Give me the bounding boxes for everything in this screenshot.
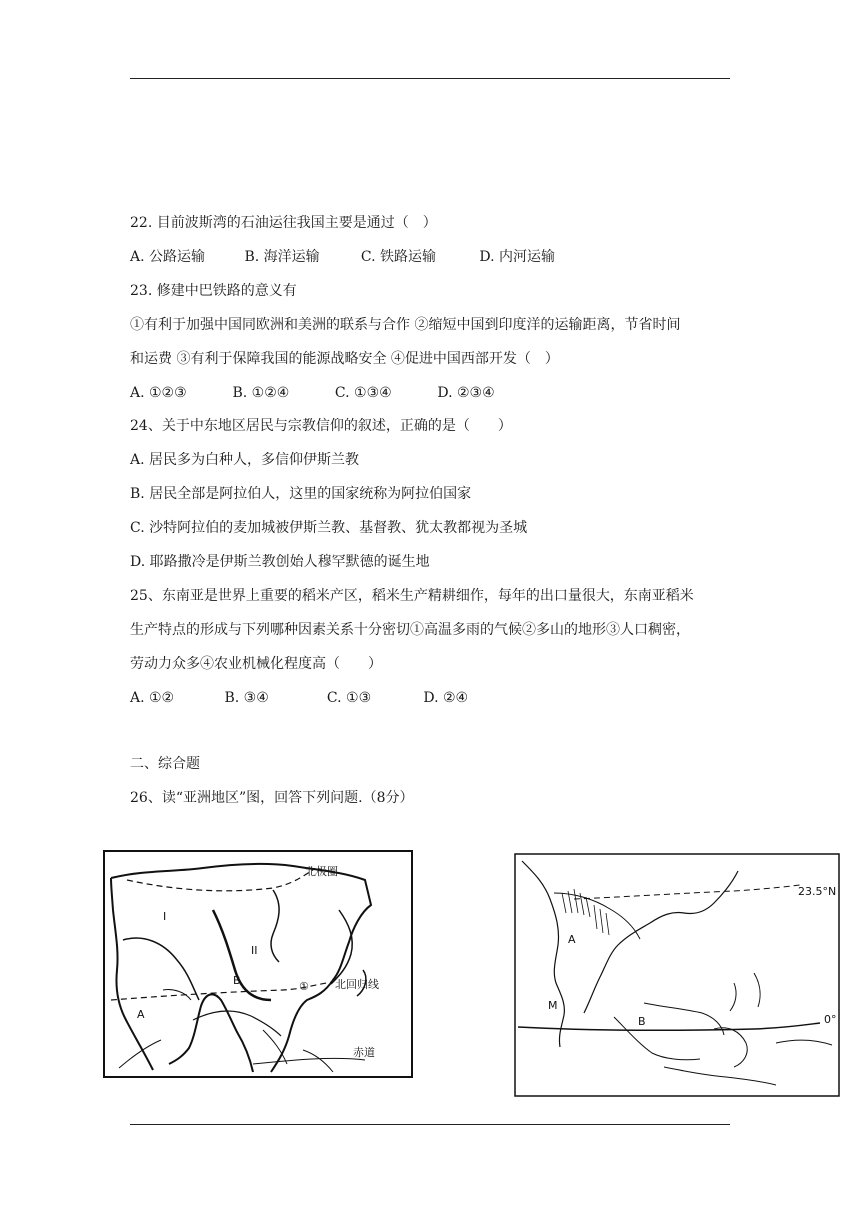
label-a: A: [568, 933, 576, 946]
label-m: M: [548, 999, 558, 1012]
lat-0-label: 0°: [824, 1013, 837, 1026]
lat-23-5-label: 23.5°N: [798, 885, 837, 898]
q24-option-c: C. 沙特阿拉伯的麦加城被伊斯兰教、基督教、犹太教都视为圣城: [130, 520, 528, 536]
equator-line: [518, 1023, 820, 1030]
equator-label: 赤道: [353, 1046, 375, 1059]
q22-option-d: D. 内河运输: [479, 249, 555, 265]
q22-options: [130, 248, 730, 266]
q22-option-a: A. 公路运输: [130, 249, 206, 265]
tropic-label: 北回归线: [335, 978, 379, 991]
q23-option-d: D. ②③④: [437, 385, 495, 401]
q24-option-d: D. 耶路撒冷是伊斯兰教创始人穆罕默德的诞生地: [130, 554, 430, 570]
equator-line: [253, 1058, 365, 1064]
asia-coastline: [111, 864, 371, 1072]
q25-option-d: D. ②④: [423, 690, 469, 706]
q25-option-a: A. ①②: [130, 690, 175, 706]
q23-option-c: C. ①③④: [334, 385, 392, 401]
q23-stem: 23. 修建中巴铁路的意义有: [130, 283, 297, 299]
region-ii-label: II: [251, 944, 258, 957]
label-b: B: [233, 974, 241, 987]
q23-body-line2: 和运费 ③有利于保障我国的能源战略安全 ④促进中国西部开发（ ）: [130, 351, 559, 367]
label-a: A: [137, 1008, 145, 1021]
q25-option-c: C. ①③: [326, 690, 372, 706]
q25-line3: 劳动力众多④农业机械化程度高（ ）: [130, 656, 382, 672]
q24-stem: 24、关于中东地区居民与宗教信仰的叙述，正确的是（ ）: [130, 418, 512, 434]
q23-body-line1: ①有利于加强中国同欧洲和美洲的联系与合作 ②缩短中国到印度洋的运输距离，节省时间: [130, 317, 681, 333]
label-1: ①: [299, 980, 309, 993]
asia-map: [103, 850, 415, 1080]
arctic-circle-label: 北极圈: [305, 865, 338, 878]
label-b: B: [638, 1015, 646, 1028]
q23-options: [130, 384, 730, 402]
sea-coastline: [522, 861, 738, 1047]
q22-option-b: B. 海洋运输: [244, 249, 320, 265]
tropic-line: [574, 885, 800, 899]
region-i-label: I: [163, 910, 167, 923]
southeast-asia-map: [514, 853, 840, 1097]
section2-heading: 二、综合题: [130, 756, 200, 772]
mountain-hatching: [562, 889, 609, 935]
header-rule: [130, 78, 730, 79]
arctic-circle-line: [127, 870, 313, 891]
q25-line1: 25、东南亚是世界上重要的稻米产区，稻米生产精耕细作，每年的出口量很大，东南亚稻米: [130, 588, 694, 604]
q22-stem: 22. 目前波斯湾的石油运往我国主要是通过（ ）: [130, 215, 437, 231]
q23-option-a: A. ①②③: [130, 385, 187, 401]
q25-options: [130, 689, 730, 707]
q25-option-b: B. ③④: [224, 690, 269, 706]
q22-option-c: C. 铁路运输: [360, 249, 437, 265]
q26-stem: 26、读“亚洲地区”图，回答下列问题.（8分）: [130, 790, 414, 806]
q24-option-b: B. 居民全部是阿拉伯人，这里的国家统称为阿拉伯国家: [130, 486, 472, 502]
q23-option-b: B. ①②④: [232, 385, 290, 401]
footer-rule: [130, 1124, 730, 1125]
q25-line2: 生产特点的形成与下列哪种因素关系十分密切①高温多雨的气候②多山的地形③人口稠密，: [130, 622, 690, 638]
q24-option-a: A. 居民多为白种人，多信仰伊斯兰教: [130, 452, 360, 468]
